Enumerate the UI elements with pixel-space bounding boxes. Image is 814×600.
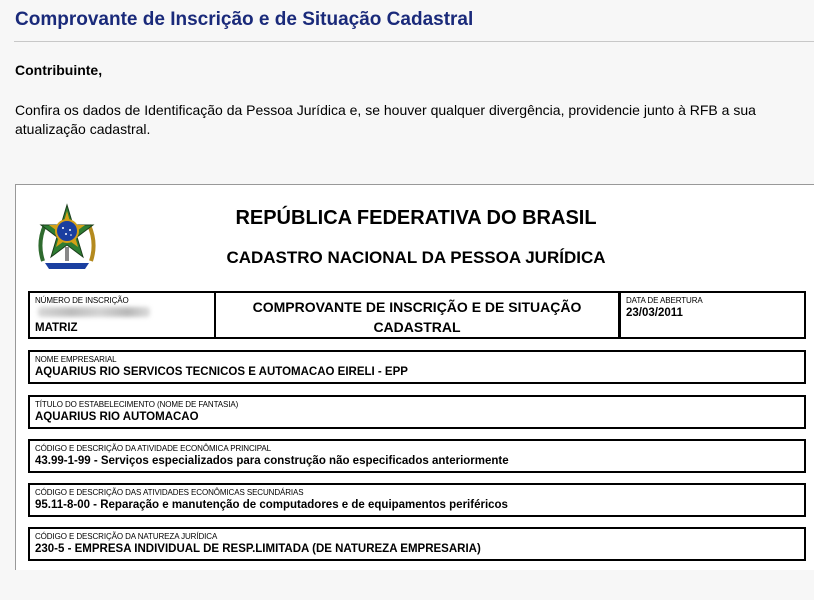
intro-message: Confira os dados de Identificação da Pessoa Jurídica e, se houver qualquer divergência, providencie junto à RFB a sua atualização cadastral. [15, 102, 756, 137]
opening-date-label: DATA DE ABERTURA [626, 296, 703, 305]
legal-nature-box [28, 527, 806, 561]
document-title-box [214, 291, 620, 339]
trade-name: AQUARIUS RIO AUTOMACAO [35, 411, 199, 423]
legal-nature-label: CÓDIGO E DESCRIÇÃO DA NATUREZA JURÍDICA [35, 532, 218, 541]
main-activity: 43.99-1-99 - Serviços especializados para construção não especificados anteriormente [35, 455, 509, 467]
page-title: Comprovante de Inscrição e de Situação Cadastral [15, 9, 474, 30]
opening-date: 23/03/2011 [626, 307, 683, 319]
trade-name-box [28, 395, 806, 429]
document-title: COMPROVANTE DE INSCRIÇÃO E DE SITUAÇÃO CADASTRAL [252, 299, 582, 335]
main-activity-label: CÓDIGO E DESCRIÇÃO DA ATIVIDADE ECONÔMICA PRINCIPAL [35, 444, 271, 453]
trade-name-label: TÍTULO DO ESTABELECIMENTO (NOME DE FANTASIA) [35, 400, 239, 409]
cnpj-certificate [15, 184, 814, 570]
secondary-activity-box [28, 483, 806, 517]
opening-date-box [619, 291, 806, 339]
company-name-box [28, 350, 806, 384]
inscription-number-box [28, 291, 216, 339]
greeting: Contribuinte, [15, 62, 103, 78]
title-divider [14, 41, 814, 42]
inscription-type: MATRIZ [35, 322, 78, 334]
secondary-activity-label: CÓDIGO E DESCRIÇÃO DAS ATIVIDADES ECONÔMICAS SECUNDÁRIAS [35, 488, 304, 497]
registry-heading: CADASTRO NACIONAL DA PESSOA JURÍDICA [226, 248, 606, 267]
company-name: AQUARIUS RIO SERVICOS TECNICOS E AUTOMACAO EIRELI - EPP [35, 366, 408, 378]
main-activity-box [28, 439, 806, 473]
inscription-label: NÚMERO DE INSCRIÇÃO [35, 296, 129, 305]
company-name-label: NOME EMPRESARIAL [35, 355, 117, 364]
redacted-cnpj [38, 307, 150, 317]
legal-nature: 230-5 - EMPRESA INDIVIDUAL DE RESP.LIMITADA (DE NATUREZA EMPRESARIA) [35, 543, 481, 555]
secondary-activity: 95.11-8-00 - Reparação e manutenção de computadores e de equipamentos periféricos [35, 499, 508, 511]
republic-heading: REPÚBLICA FEDERATIVA DO BRASIL [235, 207, 597, 229]
